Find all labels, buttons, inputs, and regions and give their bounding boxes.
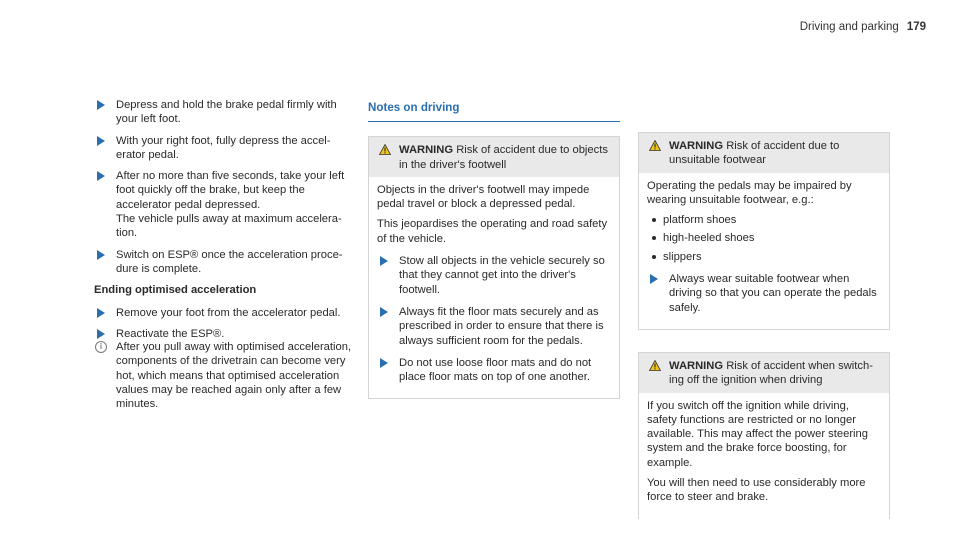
instruction-step: Remove your foot from the accelerator pedal. (94, 306, 356, 320)
instruction-step: Do not use loose floor mats and do not place floor mats on top of one another. (377, 356, 611, 385)
step-arrow-icon (380, 256, 388, 266)
column-3 (638, 132, 890, 541)
step-result: The vehicle pulls away at maximum acceleration. (116, 213, 342, 240)
step-arrow-icon (97, 308, 105, 318)
info-note: i After you pull away with optimised acceleration, components of the drivetrain can become very hot, which means that optimised acceleration values may be reached again only after a few minutes. (94, 340, 356, 411)
instruction-step: Always fit the floor mats securely and as prescribed in order to ensure that there is always sufficient room for the pedals. (377, 305, 611, 348)
step-arrow-icon (380, 307, 388, 317)
step-arrow-icon (97, 171, 105, 181)
bullet-list (647, 213, 881, 264)
column-2 (368, 101, 620, 421)
list-item: slippers (647, 250, 881, 264)
warning-heading: Risk of accident due to objects in the driver's footwell (399, 144, 608, 171)
section-name: Driving and parking (799, 21, 899, 33)
warning-triangle-icon (649, 360, 661, 371)
warning-label: WARNING (669, 140, 724, 152)
warning-header (369, 137, 619, 177)
page-number: 179 (906, 21, 926, 33)
warning-box (638, 352, 890, 519)
step-arrow-icon (97, 329, 105, 339)
instruction-step: After no more than five seconds, take your left foot quickly off the brake, but keep the accelerator pedal depressed. The vehicle pulls away at maximum acceleration. (94, 169, 356, 240)
instruction-step: Switch on ESP® once the acceleration procedure is complete. (94, 248, 356, 277)
step-arrow-icon (650, 274, 658, 284)
section-title: Notes on driving (368, 101, 620, 122)
step-arrow-icon (97, 136, 105, 146)
warning-body: Objects in the driver's footwell may impede pedal travel or block a depressed pedal. This jeopardises the operating and road safety of the vehicle. Stow all objects in the vehicle securely so that they cannot get into the driver's footwell. Always fit the floor mats securely and as prescribed in order to ensure that there is always sufficient room for the pedals. Do not use loose floor mats and do not place floor mats on top of one another. (369, 177, 619, 399)
list-item: platform shoes (647, 213, 881, 227)
warning-heading: Risk of accident when switching off the ignition when driving (669, 359, 873, 387)
warning-body: Operating the pedals may be impaired by wearing unsuitable footwear, e.g.: platform shoes high-heeled shoes slippers Always wear suitable footwear when driving so that you can operate the pedals safely. (639, 173, 889, 329)
warning-heading: Risk of accident due to unsuitable footwear (669, 140, 840, 167)
step-arrow-icon (380, 358, 388, 368)
warning-label: WARNING (399, 144, 454, 157)
instruction-step: Always wear suitable footwear when driving so that you can operate the pedals safely. (647, 272, 881, 315)
subheading: Ending optimised acceleration (94, 284, 257, 297)
instruction-step: Depress and hold the brake pedal firmly with your left foot. (94, 98, 356, 127)
column-1 (94, 98, 356, 419)
warning-triangle-icon (649, 140, 661, 151)
step-arrow-icon (97, 100, 105, 110)
info-icon: i (95, 341, 107, 353)
page-header (800, 20, 926, 34)
instruction-step: Stow all objects in the vehicle securely so that they cannot get into the driver's footwell. (377, 254, 611, 297)
instruction-step: With your right foot, fully depress the accelerator pedal. (94, 134, 356, 163)
warning-header (639, 353, 889, 393)
warning-body: If you switch off the ignition while driving, safety functions are restricted or no longer available. This may affect the power steering system and the brake force boosting, for example. You will then need to use considerably more force to steer and brake. (647, 399, 868, 504)
list-item: high-heeled shoes (647, 231, 881, 245)
warning-triangle-icon (379, 144, 391, 155)
instruction-step: Reactivate the ESP®. (94, 327, 356, 341)
warning-label: WARNING (669, 359, 724, 372)
step-arrow-icon (97, 250, 105, 260)
warning-header (639, 133, 889, 173)
warning-box (638, 132, 890, 330)
warning-box (368, 136, 620, 399)
